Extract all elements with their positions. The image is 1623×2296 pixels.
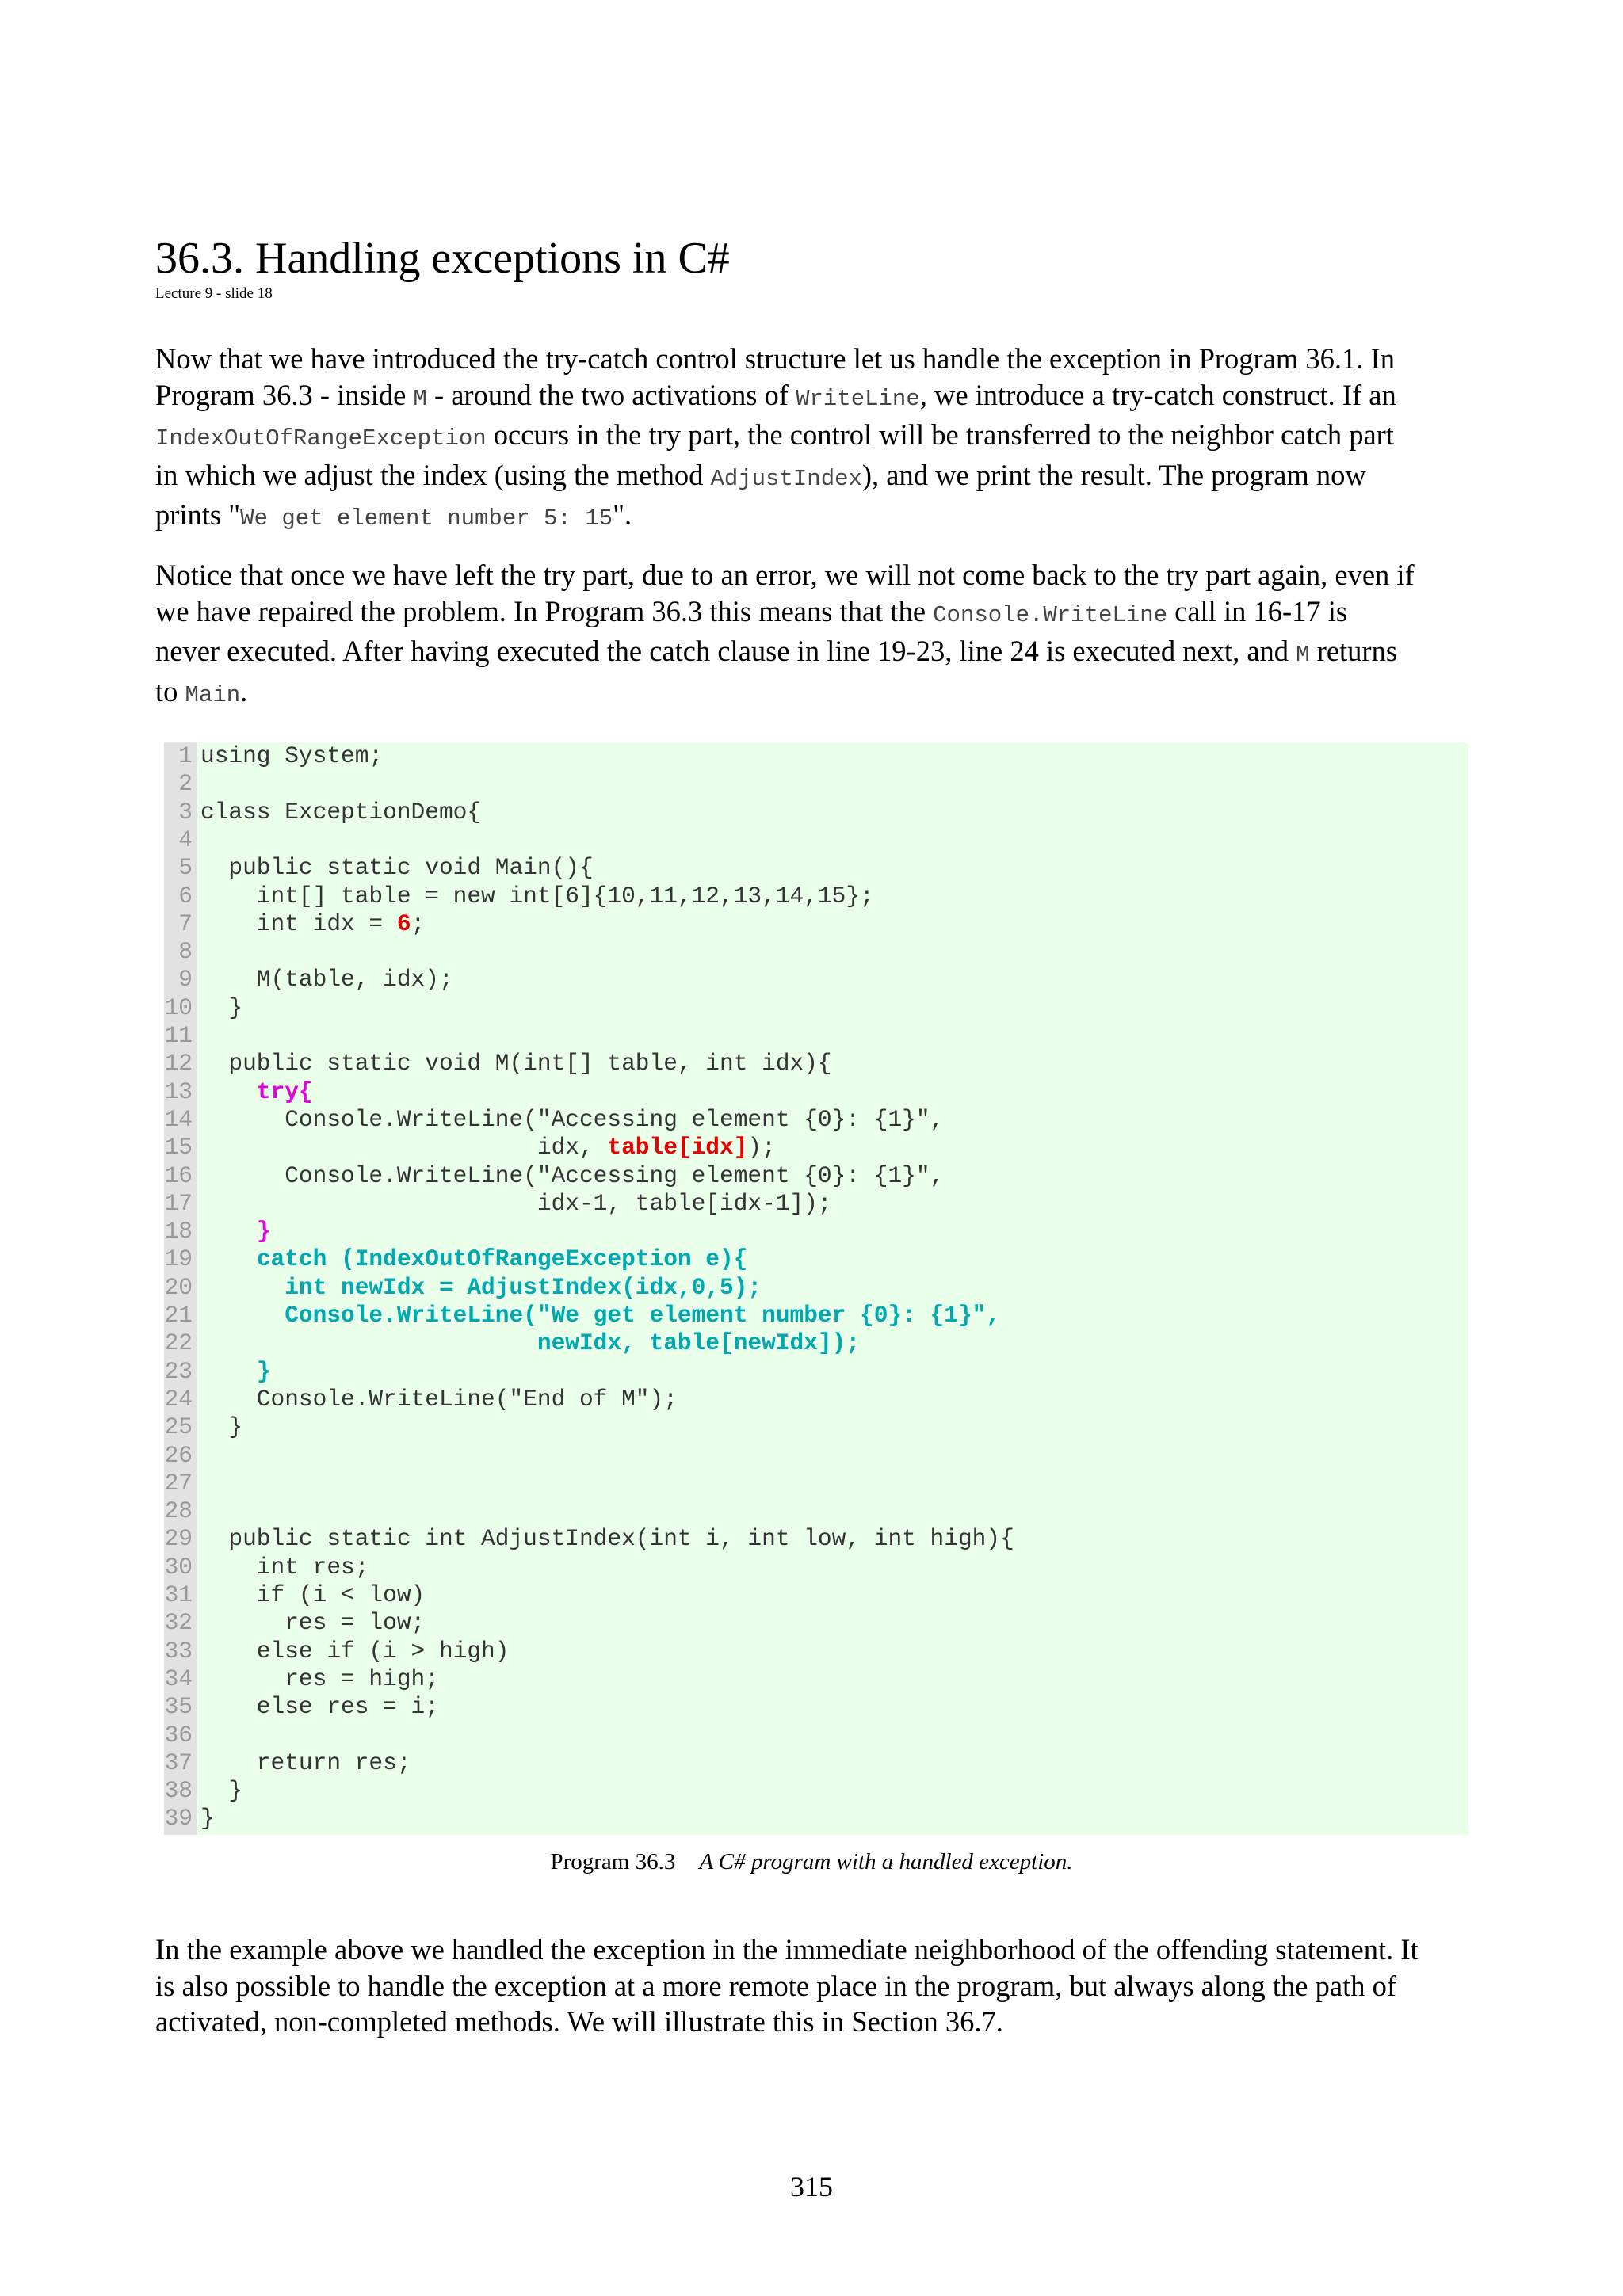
code-token: else res = i; xyxy=(200,1693,439,1721)
line-number: 37 xyxy=(164,1749,193,1776)
line-number: 7 xyxy=(178,910,193,937)
text-run: ), and we print the result. The program now xyxy=(861,458,1366,491)
paragraph-line xyxy=(155,2004,1487,2040)
line-number: 27 xyxy=(164,1469,193,1497)
code-line xyxy=(164,1609,425,1637)
inline-code: We get element number 5: 15 xyxy=(240,505,613,532)
code-token: } xyxy=(200,994,243,1021)
code-line xyxy=(164,1302,1000,1329)
code-line xyxy=(164,1245,747,1273)
line-number: 15 xyxy=(164,1134,193,1161)
line-number: 18 xyxy=(164,1218,193,1245)
code-token: return res; xyxy=(200,1749,411,1776)
line-number: 13 xyxy=(164,1077,193,1105)
line-number: 39 xyxy=(164,1805,193,1833)
code-token: ); xyxy=(747,1134,776,1161)
line-number: 28 xyxy=(164,1497,193,1525)
code-line xyxy=(164,1218,271,1245)
text-run: Now that we have introduced the try-catch control structure let us handle the exception in Program 36.1. In xyxy=(155,342,1395,375)
line-number: 11 xyxy=(164,1022,193,1049)
code-token: Console.WriteLine("Accessing element {0}: {1}", xyxy=(200,1105,945,1133)
code-token: int[] table = new int[6]{10,11,12,13,14,15}; xyxy=(200,882,874,910)
inline-code: Main xyxy=(185,681,241,708)
code-token: } xyxy=(256,1218,271,1245)
code-token xyxy=(200,1274,285,1301)
line-number: 36 xyxy=(164,1721,193,1749)
line-number: 32 xyxy=(164,1609,193,1637)
code-token xyxy=(200,1078,257,1105)
line-number: 2 xyxy=(178,770,193,798)
code-token: res = low; xyxy=(200,1609,426,1637)
code-line xyxy=(164,1525,1014,1553)
line-number: 24 xyxy=(164,1385,193,1413)
line-number: 6 xyxy=(178,882,193,910)
code-line xyxy=(164,1470,200,1497)
line-number: 29 xyxy=(164,1525,193,1553)
code-line xyxy=(164,938,200,966)
code-line xyxy=(164,1581,425,1609)
code-line xyxy=(164,1106,944,1134)
code-line xyxy=(164,1386,678,1413)
line-number: 20 xyxy=(164,1273,193,1301)
slide-reference: Lecture 9 - slide 18 xyxy=(155,285,273,302)
code-line xyxy=(164,1638,509,1665)
line-number: 8 xyxy=(178,938,193,966)
paragraph-line xyxy=(155,673,1487,714)
code-token: res = high; xyxy=(200,1665,439,1692)
text-run: . xyxy=(240,674,248,707)
code-line xyxy=(164,1134,776,1161)
code-token: public static void M(int[] table, int idx){ xyxy=(200,1050,832,1077)
code-token: int newIdx = AdjustIndex(idx,0,5); xyxy=(285,1273,762,1301)
code-token: } xyxy=(256,1357,271,1385)
paragraph-line xyxy=(155,457,1487,498)
code-token: Console.WriteLine("End of M"); xyxy=(200,1385,678,1413)
code-line xyxy=(164,966,453,994)
code-line xyxy=(164,826,200,854)
code-line xyxy=(164,854,594,882)
text-run: activated, non-completed methods. We will illustrate this in Section 36.7. xyxy=(155,2005,1003,2038)
code-line xyxy=(164,742,383,770)
code-line xyxy=(164,1274,762,1302)
code-listing xyxy=(164,742,1468,1835)
code-token: table[idx] xyxy=(607,1134,748,1161)
code-token: newIdx, table[newIdx]); xyxy=(537,1329,861,1357)
code-line xyxy=(164,1665,439,1693)
code-token: Console.WriteLine("We get element number {0}: {1}", xyxy=(285,1302,1001,1329)
line-number: 19 xyxy=(164,1245,193,1273)
code-line xyxy=(164,1190,832,1218)
text-run: - around the two activations of xyxy=(426,378,796,411)
code-token: } xyxy=(200,1777,243,1805)
paragraph-line xyxy=(155,1968,1487,2004)
line-number: 1 xyxy=(178,742,193,769)
text-run: , we introduce a try-catch construct. If an xyxy=(919,378,1396,411)
code-line xyxy=(164,1693,439,1721)
inline-code: Console.WriteLine xyxy=(933,601,1168,628)
paragraph-line xyxy=(155,377,1487,418)
line-number: 16 xyxy=(164,1161,193,1189)
text-run: In the example above we handled the exception in the immediate neighborhood of the offending statement. It xyxy=(155,1933,1419,1966)
text-run: call in 16-17 is xyxy=(1167,594,1348,627)
closing-paragraph xyxy=(155,1932,1487,2040)
caption-description: A C# program with a handled exception. xyxy=(699,1849,1073,1875)
text-run: in which we adjust the index (using the method xyxy=(155,458,711,491)
line-number: 26 xyxy=(164,1441,193,1469)
code-token xyxy=(200,1245,257,1272)
code-token: class ExceptionDemo{ xyxy=(200,798,482,826)
text-run: returns xyxy=(1309,635,1398,667)
line-number: 31 xyxy=(164,1581,193,1608)
code-line xyxy=(164,1162,944,1190)
code-line xyxy=(164,770,200,798)
line-number: 9 xyxy=(178,966,193,994)
code-token xyxy=(200,1329,537,1356)
line-number: 4 xyxy=(178,826,193,853)
line-number: 25 xyxy=(164,1413,193,1441)
code-line xyxy=(164,1497,200,1525)
line-number: 21 xyxy=(164,1302,193,1329)
paragraph-line xyxy=(155,417,1487,457)
code-token: ; xyxy=(411,910,426,937)
code-token xyxy=(200,1302,285,1329)
line-number: 35 xyxy=(164,1693,193,1721)
text-run: Notice that once we have left the try part, due to an error, we will not come back to the try part again, even if xyxy=(155,559,1415,591)
explanation-paragraph xyxy=(155,557,1487,713)
code-token: idx, xyxy=(200,1134,608,1161)
code-token: catch (IndexOutOfRangeException e){ xyxy=(256,1245,748,1273)
section-title: 36.3. Handling exceptions in C# xyxy=(155,234,730,283)
caption-label: Program 36.3 xyxy=(550,1849,676,1875)
line-number: 17 xyxy=(164,1189,193,1217)
line-number: 34 xyxy=(164,1665,193,1692)
paragraph-line xyxy=(155,633,1487,673)
code-line xyxy=(164,1554,369,1581)
code-line xyxy=(164,1749,411,1777)
text-run: occurs in the try part, the control will be transferred to the neighbor catch part xyxy=(486,418,1394,451)
code-line xyxy=(164,1442,200,1470)
code-token xyxy=(200,1358,257,1385)
code-token: if (i < low) xyxy=(200,1581,426,1608)
code-line xyxy=(164,1358,271,1386)
code-line xyxy=(164,1329,860,1357)
paragraph-line xyxy=(155,341,1487,377)
inline-code: IndexOutOfRangeException xyxy=(155,425,487,452)
line-number: 10 xyxy=(164,994,193,1021)
code-token: int res; xyxy=(200,1553,369,1581)
code-token: public static int AdjustIndex(int i, int low, int high){ xyxy=(200,1525,1014,1553)
paragraph-line xyxy=(155,1932,1487,1968)
line-number: 3 xyxy=(178,798,193,826)
code-line xyxy=(164,994,242,1022)
page-number: 315 xyxy=(790,2171,833,2203)
code-line xyxy=(164,1022,200,1050)
code-token: Console.WriteLine("Accessing element {0}: {1}", xyxy=(200,1161,945,1189)
code-token: else if (i > high) xyxy=(200,1637,510,1665)
code-token: try{ xyxy=(256,1077,313,1105)
code-line xyxy=(164,1722,200,1749)
text-run: ". xyxy=(613,498,632,531)
inline-code: M xyxy=(413,385,427,412)
code-token: using System; xyxy=(200,742,384,769)
text-run: prints " xyxy=(155,498,241,531)
text-run: is also possible to handle the exception at a more remote place in the program, but always along the path of xyxy=(155,1969,1396,2002)
program-caption xyxy=(0,1848,1623,1876)
line-number: 38 xyxy=(164,1777,193,1805)
line-number: 12 xyxy=(164,1050,193,1077)
code-token xyxy=(200,1218,257,1245)
text-run: to xyxy=(155,674,185,707)
code-token: M(table, idx); xyxy=(200,966,453,994)
code-line xyxy=(164,1805,215,1833)
inline-code: M xyxy=(1296,642,1310,668)
code-line xyxy=(164,1777,242,1805)
code-line xyxy=(164,1413,242,1441)
code-token: public static void Main(){ xyxy=(200,854,594,882)
text-run: never executed. After having executed the catch clause in line 19-23, line 24 is executed next, and xyxy=(155,635,1296,667)
code-token: } xyxy=(200,1413,243,1441)
paragraph-line xyxy=(155,593,1487,634)
paragraph-line xyxy=(155,557,1487,593)
line-number: 23 xyxy=(164,1357,193,1385)
code-token: 6 xyxy=(396,910,411,937)
paragraph-line xyxy=(155,497,1487,537)
inline-code: AdjustIndex xyxy=(710,465,862,492)
line-number: 5 xyxy=(178,854,193,882)
code-token: idx-1, table[idx-1]); xyxy=(200,1189,832,1217)
code-line xyxy=(164,1078,313,1106)
text-run: Program 36.3 - inside xyxy=(155,378,414,411)
code-token: } xyxy=(200,1805,215,1833)
intro-paragraph xyxy=(155,341,1487,537)
line-number: 14 xyxy=(164,1105,193,1133)
text-run: we have repaired the problem. In Program 36.3 this means that the xyxy=(155,594,934,627)
code-token: int idx = xyxy=(200,910,397,937)
line-number: 33 xyxy=(164,1637,193,1665)
code-line xyxy=(164,883,874,910)
inline-code: WriteLine xyxy=(796,385,920,412)
code-line xyxy=(164,910,425,938)
line-number: 30 xyxy=(164,1553,193,1581)
code-line xyxy=(164,799,481,826)
code-line xyxy=(164,1050,832,1077)
line-number: 22 xyxy=(164,1329,193,1357)
